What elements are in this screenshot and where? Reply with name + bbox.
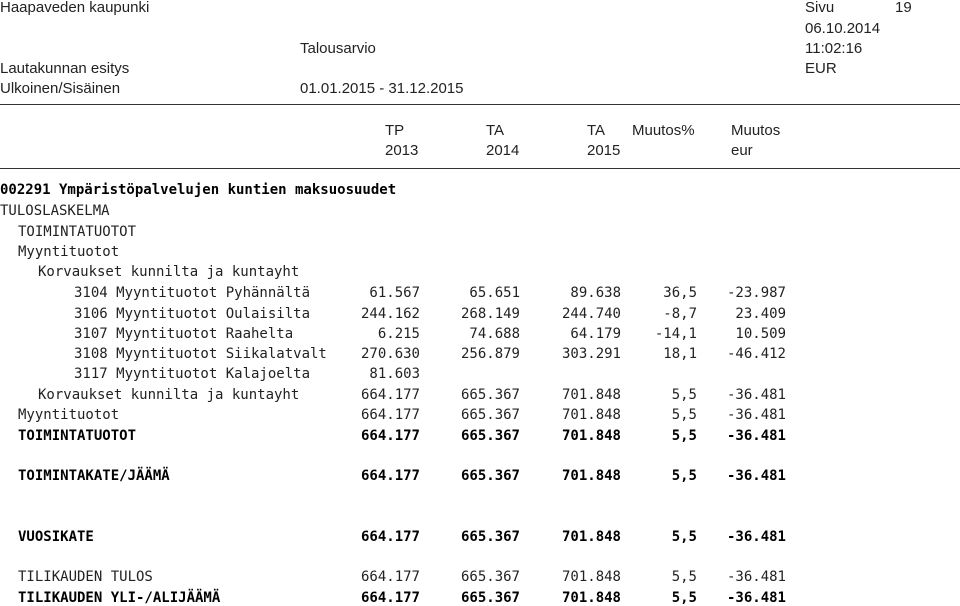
col-header-muutos-pct: Muutos% (632, 122, 695, 139)
cell-muutos-eur: -23.987 (726, 285, 786, 301)
cell-tp2013: 664.177 (360, 468, 420, 484)
col-header-tp: TP (385, 122, 405, 139)
col-year-2013: 2013 (385, 142, 419, 159)
cell-ta2015: 244.740 (561, 306, 621, 322)
row-label: Myyntituotot (18, 407, 120, 423)
section-title: 002291 Ympäristöpalvelujen kuntien maksuosuudet (0, 182, 397, 198)
cell-tp2013: 664.177 (360, 428, 420, 444)
cell-tp2013: 664.177 (360, 529, 420, 545)
cell-ta2015: 303.291 (561, 346, 621, 362)
report-date: 06.10.2014 (805, 20, 881, 37)
cell-ta2015: 701.848 (561, 428, 621, 444)
cell-muutos-eur: -36.481 (726, 387, 786, 403)
cell-ta2015: 64.179 (570, 326, 621, 342)
cell-muutos-eur: -36.481 (726, 468, 786, 484)
col-header-muutos: Muutos (731, 122, 781, 139)
cell-tp2013: 61.567 (369, 285, 420, 301)
cell-ta2015: 701.848 (561, 569, 621, 585)
cell-muutos-pct: -8,7 (663, 306, 697, 322)
row-label: TILIKAUDEN YLI-/ALIJÄÄMÄ (18, 590, 221, 606)
cell-muutos-eur: -36.481 (726, 529, 786, 545)
cell-muutos-pct: -14,1 (654, 326, 697, 342)
row-label: VUOSIKATE (18, 529, 94, 545)
cell-muutos-eur: -36.481 (726, 428, 786, 444)
cell-muutos-eur: -36.481 (726, 569, 786, 585)
cell-muutos-pct: 5,5 (671, 428, 697, 444)
row-label: 3106 Myyntituotot Oulaisilta (74, 306, 311, 322)
header-divider (0, 104, 960, 105)
cell-tp2013: 664.177 (360, 407, 420, 423)
cell-muutos-eur: -36.481 (726, 590, 786, 606)
cell-muutos-eur: -46.412 (726, 346, 786, 362)
cell-tp2013: 664.177 (360, 569, 420, 585)
row-label: TOIMINTATUOTOT (18, 428, 137, 444)
cell-muutos-pct: 5,5 (671, 529, 697, 545)
cell-ta2014: 65.651 (469, 285, 520, 301)
cell-tp2013: 270.630 (360, 346, 420, 362)
cell-ta2014: 665.367 (460, 428, 520, 444)
scope-label: Ulkoinen/Sisäinen (0, 80, 121, 97)
cell-ta2014: 665.367 (460, 529, 520, 545)
heading-toimintatuotot: TOIMINTATUOTOT (18, 224, 137, 240)
page-number: 19 (895, 0, 912, 16)
col-header-ta2015: TA (587, 122, 606, 139)
cell-ta2014: 665.367 (460, 590, 520, 606)
row-label: TOIMINTAKATE/JÄÄMÄ (18, 468, 170, 484)
cell-muutos-pct: 5,5 (671, 407, 697, 423)
row-label: 3108 Myyntituotot Siikalatvalt (74, 346, 327, 362)
cell-muutos-eur: 10.509 (735, 326, 786, 342)
cell-muutos-pct: 5,5 (671, 569, 697, 585)
org-name: Haapaveden kaupunki (0, 0, 150, 16)
row-label: 3104 Myyntituotot Pyhännältä (74, 285, 311, 301)
cell-ta2014: 665.367 (460, 468, 520, 484)
columns-divider (0, 168, 960, 169)
cell-muutos-pct: 18,1 (663, 346, 697, 362)
row-label: 3107 Myyntituotot Raahelta (74, 326, 294, 342)
cell-ta2014: 74.688 (469, 326, 520, 342)
cell-ta2014: 256.879 (460, 346, 520, 362)
cell-tp2013: 664.177 (360, 590, 420, 606)
cell-ta2015: 89.638 (570, 285, 621, 301)
row-label: TILIKAUDEN TULOS (18, 569, 153, 585)
cell-tp2013: 664.177 (360, 387, 420, 403)
cell-ta2014: 665.367 (460, 387, 520, 403)
cell-muutos-pct: 36,5 (663, 285, 697, 301)
cell-ta2014: 268.149 (460, 306, 520, 322)
cell-ta2015: 701.848 (561, 387, 621, 403)
cell-ta2015: 701.848 (561, 468, 621, 484)
committee-label: Lautakunnan esitys (0, 60, 130, 77)
cell-ta2015: 701.848 (561, 590, 621, 606)
cell-tp2013: 244.162 (360, 306, 420, 322)
row-label: Korvaukset kunnilta ja kuntayht (38, 387, 300, 403)
page-label: Sivu (805, 0, 835, 16)
cell-muutos-eur: 23.409 (735, 306, 786, 322)
col-header-ta2014: TA (486, 122, 505, 139)
report-time: 11:02:16 (805, 40, 863, 57)
heading-myyntituotot: Myyntituotot (18, 244, 120, 260)
col-unit-eur: eur (731, 142, 753, 159)
currency-label: EUR (805, 60, 837, 77)
cell-ta2015: 701.848 (561, 529, 621, 545)
cell-tp2013: 81.603 (369, 366, 420, 382)
cell-tp2013: 6.215 (377, 326, 420, 342)
col-year-2015: 2015 (587, 142, 621, 159)
cell-muutos-pct: 5,5 (671, 590, 697, 606)
cell-ta2014: 665.367 (460, 407, 520, 423)
period-label: 01.01.2015 - 31.12.2015 (300, 80, 464, 97)
heading-tuloslaskelma: TULOSLASKELMA (0, 203, 110, 219)
cell-muutos-pct: 5,5 (671, 387, 697, 403)
cell-muutos-pct: 5,5 (671, 468, 697, 484)
cell-muutos-eur: -36.481 (726, 407, 786, 423)
report-title: Talousarvio (300, 40, 376, 57)
row-label: 3117 Myyntituotot Kalajoelta (74, 366, 311, 382)
cell-ta2015: 701.848 (561, 407, 621, 423)
cell-ta2014: 665.367 (460, 569, 520, 585)
heading-korvaukset: Korvaukset kunnilta ja kuntayht (38, 264, 300, 280)
col-year-2014: 2014 (486, 142, 520, 159)
